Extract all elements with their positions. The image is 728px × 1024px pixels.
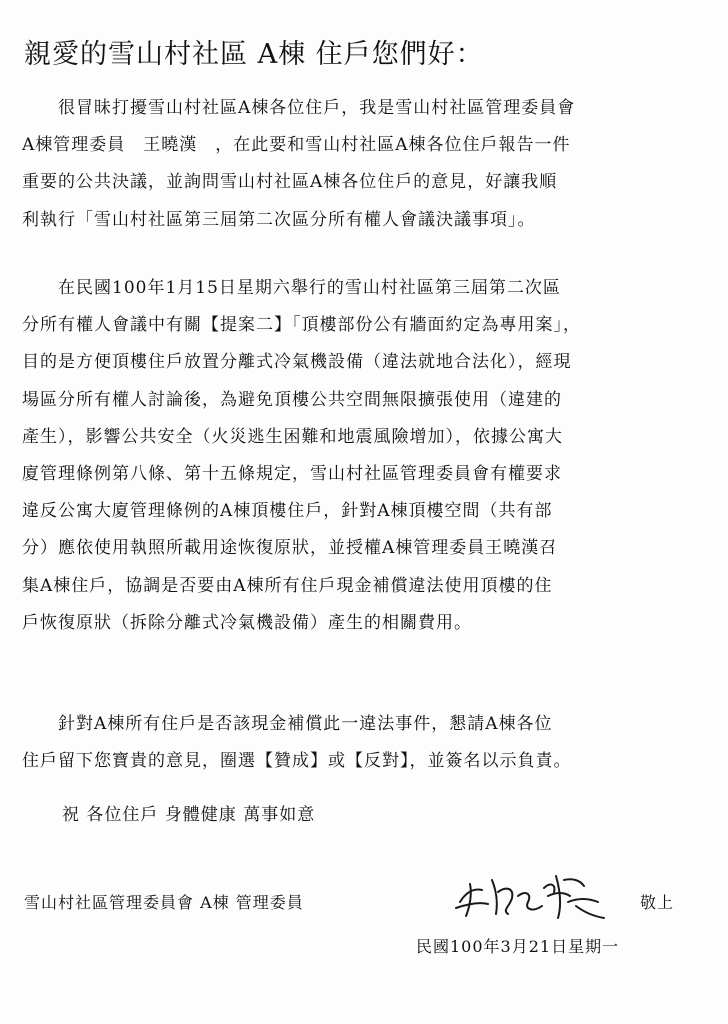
text-line: 利執行「雪山村社區第三屆第二次區分所有權人會議決議事項」。: [22, 209, 536, 230]
paragraph-meeting-resolution: [22, 270, 698, 642]
text-line: 產生），影響公共安全（火災逃生困難和地震風險增加），依據公寓大: [22, 426, 563, 447]
letter-date: 民國100年3月21日星期一: [416, 937, 620, 956]
text-line: 廈管理條例第八條、第十五條規定，雪山村社區管理委員會有權要求: [22, 464, 562, 485]
text-line: 戶恢復原狀（拆除分離式冷氣機設備）產生的相關費用。: [22, 612, 472, 633]
text-line: 分所有權人會議中有關【提案二】「頂樓部份公有牆面約定為專用案」，: [22, 315, 581, 336]
text-line: 場區分所有權人討論後，為避免頂樓公共空間無限擴張使用（違建的: [22, 389, 562, 410]
text-line: 分）應依使用執照所載用途恢復原狀，並授權A棟管理委員王曉漢召: [22, 538, 558, 559]
text-line: 在民國100年1月15日星期六舉行的雪山村社區第三屆第二次區: [22, 278, 561, 298]
text-line: 重要的公共決議，並詢問雪山村社區A棟各位住戶的意見，好讓我順: [22, 172, 558, 193]
closing-respect: 敬上: [640, 893, 675, 912]
paragraph-request: [22, 706, 698, 780]
paragraph-intro: [22, 90, 698, 239]
letter-title: 親愛的雪山村社區 A棟 住戶您們好：: [24, 39, 484, 70]
signer-organization: 雪山村社區管理委員會 A棟 管理委員: [24, 893, 304, 912]
text-line: 違反公寓大廈管理條例的A棟頂樓住戶，針對A棟頂樓空間（共有部: [22, 501, 553, 522]
text-line: 針對A棟所有住戶是否該現金補償此一違法事件，懇請A棟各位: [22, 714, 553, 734]
handwritten-signature: [452, 862, 612, 924]
text-line: 很冒昧打擾雪山村社區A棟各位住戶，我是雪山村社區管理委員會: [22, 98, 576, 118]
text-line: 目的是方便頂樓住戶放置分離式冷氣機設備（違法就地合法化），經現: [22, 352, 572, 373]
text-line: 住戶留下您寶貴的意見，圈選【贊成】或【反對】，並簽名以示負責。: [22, 751, 572, 772]
closing-greeting: 祝 各位住戶 身體健康 萬事如意: [62, 805, 316, 825]
text-line: 集A棟住戶，協調是否要由A棟所有住戶現金補償違法使用頂樓的住: [22, 575, 553, 596]
text-line: A棟管理委員 王曉漢 ，在此要和雪山村社區A棟各位住戶報告一件: [22, 135, 571, 156]
